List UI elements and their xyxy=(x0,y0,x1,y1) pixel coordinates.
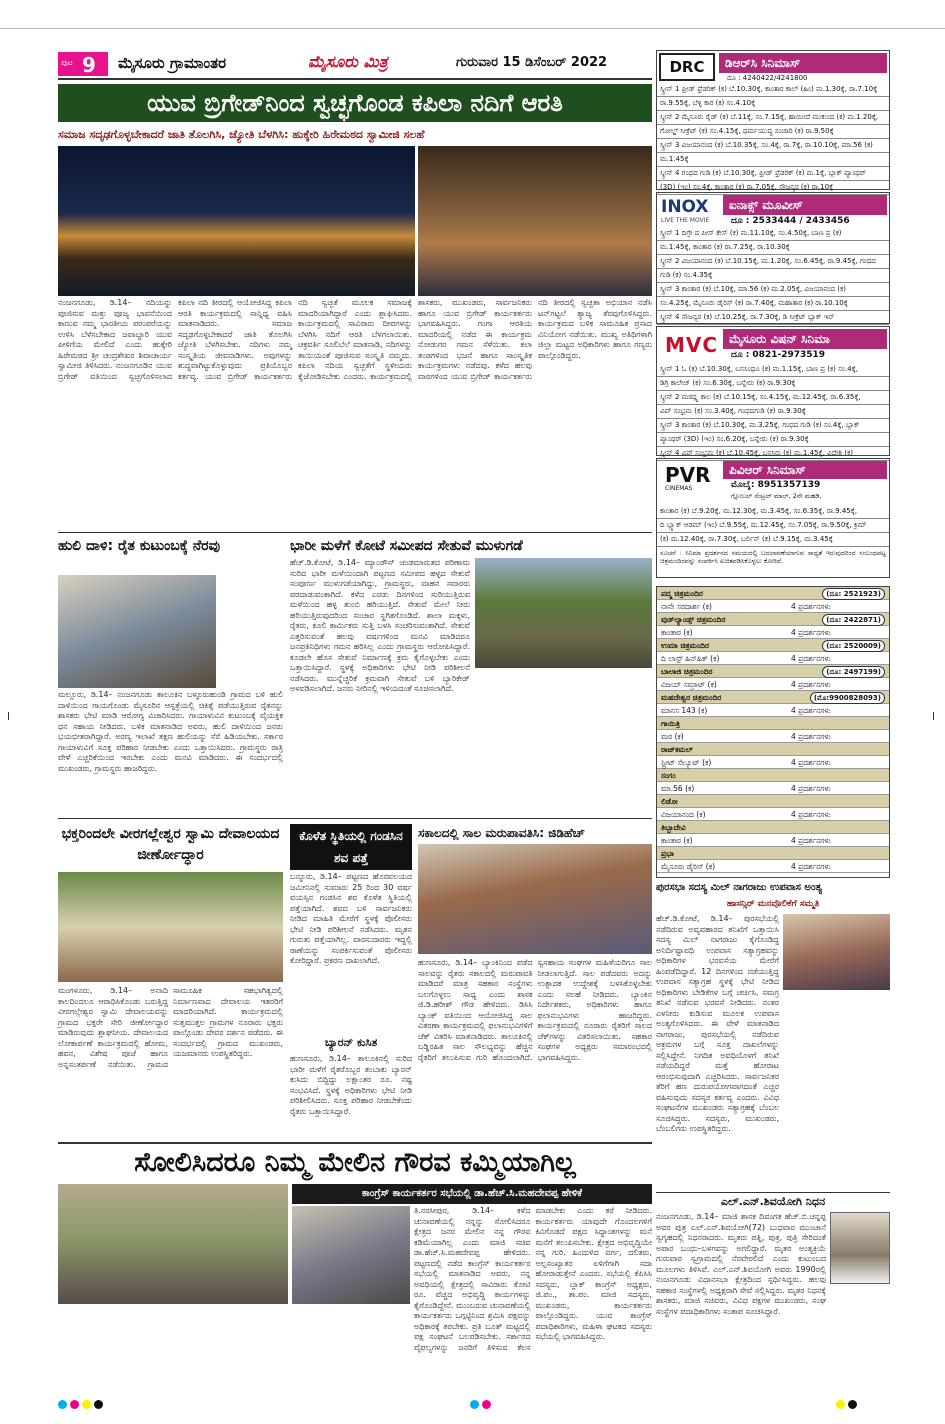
mvc-cinema-box xyxy=(656,326,890,456)
theatre-film-row xyxy=(657,860,889,873)
pvr-address: ಗ್ಲೋಬಲ್ ಸೆಂಟ್ರಲ್ ಮಾಲ್, 2ನೇ ಮಹಡಿ, xyxy=(731,492,822,500)
showtime-line: ಸ್ಕ್ರೀನ್ 1 ಓ (ಕ) ಬೆ.10.30ಕ್ಕೆ, ಬನಸಿಂಧೂ (ಕ) ಮ.1.15ಕ್ಕೆ, ಬಾಣ ಪ್ರ (ಕ) ಸಂ.4ಕ್ಕೆ, xyxy=(657,363,889,377)
showtime-line: ಸ್ಕ್ರೀನ್ 3 ಕಾಂತಾರ (ಕ) ಬೆ.10ಕ್ಕೆ, ಮಾ.56 (ಕ) ಮ.2.05ಕ್ಕೆ, ವಿಜಯಾನಂದ (ಕ) xyxy=(657,283,889,297)
bridge-body: ಹೆಚ್.ಡಿ.ಕೋಟೆ, ಡಿ.14– ಮ್ಯಾಂಡೌಸ್ ಚಂಡಮಾರುತದ ಪರಿಣಾಮ ಸುರಿದ ಭಾರೀ ಮಳೆಯಿಂದಾಗಿ ಪಟ್ಟಣದ ಸಮೀಪದ ಹಳ್ಳದ ಸೇತುವೆ ಸಂಪೂರ್ಣ ಮುಳುಗಡೆಯಾಗಿದ್ದು, ಗ್ರಾಮಸ್ಥರು, ವಾಹನ ಸವಾರರು ಪರದಾಡುವಂತಾಗಿದೆ. ಕಳೆದ ಎರಡು ದಿನಗಳಿಂದ ಸುರಿಯುತ್ತಿರುವ ಮಳೆಯಿಂದ ಹಳ್ಳ ತುಂಬಿ ಹರಿಯುತ್ತಿದೆ. ಸೇತುವೆ ಮೇಲೆ ನೀರು ಹರಿಯುತ್ತಿರುವುದರಿಂದ ಸಂಚಾರ ಸ್ಥಗಿತಗೊಂಡಿದೆ. ಶಾಲಾ ಮಕ್ಕಳು, ರೈತರು, ಕೂಲಿ ಕಾರ್ಮಿಕರು ಸುತ್ತಿ ಬಳಸಿ ಸಂಚರಿಸುವಂತಾಗಿದೆ. ಸೇತುವೆ ಎತ್ತರಿಸುವಂತೆ ಹಲವು ವರ್ಷಗಳಿಂದ ಮನವಿ ಮಾಡಿದರೂ ಜನಪ್ರತಿನಿಧಿಗಳು ಗಮನ ಹರಿಸಿಲ್ಲ ಎಂದು ಗ್ರಾಮಸ್ಥರು ಆರೋಪಿಸಿದ್ದಾರೆ. ಕೂಡಲೇ ಹೊಸ ಸೇತುವೆ ನಿರ್ಮಾಣಕ್ಕೆ ಕ್ರಮ ಕೈಗೊಳ್ಳಬೇಕು ಎಂದು ಒತ್ತಾಯಿಸಿದ್ದಾರೆ. ಸ್ಥಳಕ್ಕೆ ಅಧಿಕಾರಿಗಳು ಭೇಟಿ ನೀಡಿ ಪರಿಶೀಲನೆ ನಡೆಸಿದರು. ಮುನ್ನೆಚ್ಚರಿಕೆ ಕ್ರಮವಾಗಿ ಸೇತುವೆ ಬಳಿ ಬ್ಯಾರಿಕೇಡ್ ಅಳವಡಿಸಲಾಗಿದೆ. ಜನರು ನೀರಿನಲ್ಲಿ ಇಳಿಯದಂತೆ ಸೂಚಿಸಲಾಗಿದೆ. xyxy=(290,558,470,693)
pvr-notice: ಸೂಚನೆ : ಸಿನಿಮಾ ಪ್ರದರ್ಶನದ ಸಮಯದಲ್ಲಿ ಬದಲಾವಣೆಯಾಗುವ ಸಾಧ್ಯತೆ ಇರುವುದರಿಂದ ಸಂಬಂಧಪಟ್ಟ ಚಿತ್ರಮಂದಿರವನ್ನು ಸಂಪರ್ಕಿಸಿ ಖಚಿತಪಡಿಸಿಕೊಳ್ಳಲು ಕೋರಿದೆ. xyxy=(660,549,886,565)
showtime-line: ಸ್ಕ್ರೀನ್ 3 ವಿಜಯಾನಂದ (ಕ) ಬೆ.10.35ಕ್ಕೆ, ಸಂ.4ಕ್ಕೆ, ರಾ.7ಕ್ಕೆ, ರಾ.10.10ಕ್ಕೆ, ಮಾ.56 (ಕ) xyxy=(657,139,889,153)
showtime-line: ಸ್ಕ್ರೀನ್ 2 ವಿಜಯಾನಂದ (ಕ) ಬೆ.10.15ಕ್ಕೆ, ಮ.1.20ಕ್ಕೆ, ಸಂ.6.45ಕ್ಕೆ, ರಾ.9.45ಕ್ಕೆ, ಗಂಧದ xyxy=(657,255,889,269)
theatre-shows: 4 ಪ್ರದರ್ಶನಗಳು xyxy=(791,732,831,741)
pvr-logo: PVR xyxy=(665,463,711,487)
theatre-name: ವುಡ್‌ಲ್ಯಾಂಡ್ಸ್ ಚಿತ್ರಮಂದಿರ xyxy=(661,615,726,624)
drc-cinema-box xyxy=(656,50,890,190)
temple-headline: ಭಕ್ತರಿಂದಲೇ ವೀರಗಲ್ಲೇಶ್ವರ ಸ್ವಾಮಿ ದೇವಾಲಯದ ಜೀರ್ಣೋದ್ಧಾರ xyxy=(61,826,280,863)
showtime-line: ವಿಪ್ ಸಂಭ್ರಮ (ಕ) ಸಂ.3.40ಕ್ಕೆ, ಗಂಧದಗುಡಿ (ಕ) ರಾ.9.30ಕ್ಕೆ xyxy=(657,405,889,419)
theatre-shows: 4 ಪ್ರದರ್ಶನಗಳು xyxy=(791,602,831,611)
theatre-shows: 4 ಪ್ರದರ್ಶನಗಳು xyxy=(791,628,831,637)
barn-body: ಹುಣಸೂರು, ಡಿ.14– ತಾಲೂಕಿನಲ್ಲಿ ಸುರಿದ ಭಾರೀ ಮಳೆಗೆ ರೈತರೊಬ್ಬರ ತಂಬಾಕು ಬ್ಯಾರನ್ ಕುಸಿದು ಬಿದ್ದಿದ್ದು ಲಕ್ಷಾಂತರ ರೂ. ನಷ್ಟ ಸಂಭವಿಸಿದೆ. ಸ್ಥಳಕ್ಕೆ ಅಧಿಕಾರಿಗಳು ಭೇಟಿ ನೀಡಿ ಪರಿಶೀಲಿಸಿದರು. ಸೂಕ್ತ ಪರಿಹಾರ ನೀಡಬೇಕೆಂದು ರೈತರು ಒತ್ತಾಯಿಸಿದ್ದಾರೆ. xyxy=(290,1054,412,1116)
pvr-showtimes xyxy=(657,505,889,579)
drc-phone: ದೂ : 4240422/4241800 xyxy=(727,74,808,82)
lead-photo-river-aarti xyxy=(58,146,415,296)
banner-body: ತಿ.ನರಸೀಪುರ, ಡಿ.14– ಕಳೆದ ಚುನಾವಣೆಯಲ್ಲಿ ನನ್ನನ್ನು ಸೋಲಿಸಿದರೂ ಕ್ಷೇತ್ರದ ಜನರ ಮೇಲಿನ ನನ್ನ ಗೌರವ ಕಡಿಮೆಯಾಗಿಲ್ಲ ಎಂದು ಮಾಜಿ ಸಚಿವ ಡಾ.ಹೆಚ್.ಸಿ.ಮಹದೇವಪ್ಪ ಹೇಳಿದರು. ಪಟ್ಟಣದಲ್ಲಿ ನಡೆದ ಕಾಂಗ್ರೆಸ್ ಕಾರ್ಯಕರ್ತರ ಸಭೆಯಲ್ಲಿ ಮಾತನಾಡಿದ ಅವರು, ನನ್ನ ಅವಧಿಯಲ್ಲಿ ಕ್ಷೇತ್ರದಲ್ಲಿ ಸಾವಿರಾರು ಕೋಟಿ ರೂ. ವೆಚ್ಚದ ಅಭಿವೃದ್ಧಿ ಕಾರ್ಯಗಳನ್ನು ಕೈಗೊಂಡಿದ್ದೇನೆ. ಮುಂಬರುವ ಚುನಾವಣೆಯಲ್ಲಿ ಕಾರ್ಯಕರ್ತರು ಒಗ್ಗಟ್ಟಿನಿಂದ ಶ್ರಮಿಸಿ ಪಕ್ಷವನ್ನು ಅಧಿಕಾರಕ್ಕೆ ತರಬೇಕು. ಪ್ರತಿ ಬೂತ್ ಮಟ್ಟದಲ್ಲಿ ಪಕ್ಷ ಸಂಘಟನೆ ಬಲಪಡಿಸಬೇಕು. ಸರ್ಕಾರದ ವೈಫಲ್ಯಗಳನ್ನು ಜನರಿಗೆ ತಿಳಿಸುವ ಕೆಲಸ ಮಾಡಬೇಕು ಎಂದು ಕರೆ ನೀಡಿದರು. ಕಾರ್ಯಕರ್ತರು ಯಾವುದೇ ಗೊಂದಲಗಳಿಗೆ ಕಿವಿಗೊಡದೆ ಪಕ್ಷದ ಸಿದ್ಧಾಂತಗಳನ್ನು ಮನೆ ಮನೆಗೆ ತಲುಪಿಸಬೇಕು. ಕ್ಷೇತ್ರದ ಅಭಿವೃದ್ಧಿಯೇ ನನ್ನ ಗುರಿ. ಹಿಂದುಳಿದ ವರ್ಗ, ದಲಿತರು, ಅಲ್ಪಸಂಖ್ಯಾತರ ಏಳಿಗೆಗಾಗಿ ಸದಾ ಹೋರಾಡುತ್ತೇನೆ ಎಂದರು. ಸಭೆಯಲ್ಲಿ ಕೆಪಿಸಿಸಿ ಸದಸ್ಯರು, ಬ್ಲಾಕ್ ಕಾಂಗ್ರೆಸ್ ಅಧ್ಯಕ್ಷರು, ಜಿ.ಪಂ., ತಾ.ಪಂ. ಮಾಜಿ ಸದಸ್ಯರು, ಮುಖಂಡರು, ಕಾರ್ಯಕರ್ತರು ಪಾಲ್ಗೊಂಡಿದ್ದರು. ಯುವ ಕಾಂಗ್ರೆಸ್ ಪದಾಧಿಕಾರಿಗಳು, ಮಹಿಳಾ ಘಟಕದ ಸದಸ್ಯರು ಸಭೆಯಲ್ಲಿ ಭಾಗವಹಿಸಿದ್ದರು. xyxy=(414,1206,652,1352)
temple-photo xyxy=(58,872,283,982)
temple-body: ಮಂಗಳೂರು, ಡಿ.14– ಅನಾದಿ ಕಾಲದಿಂದಲೂ ಆರಾಧಿಸಿಕೊಂಡು ಬರುತ್ತಿದ್ದ ವೀರಗಲ್ಲೇಶ್ವರ ಸ್ವಾಮಿ ದೇವಾಲಯವನ್ನು ಗ್ರಾಮದ ಭಕ್ತರೇ ಸೇರಿ ಜೀರ್ಣೋದ್ಧಾರ ಮಾಡಿರುವುದು ಶ್ಲಾಘನೀಯ. ದೇವಾಲಯದ ಲೋಕಾರ್ಪಣೆ ಕಾರ್ಯಕ್ರಮದಲ್ಲಿ ಹೋಮ, ಹವನ, ವಿಶೇಷ ಪೂಜೆ ಹಾಗೂ ಅನ್ನಸಂತರ್ಪಣೆ ನಡೆಯಿತು. ಗ್ರಾಮದ ಸಾಮೂಹಿಕ ಸಹಭಾಗಿತ್ವದಲ್ಲಿ ನಿರ್ಮಾಣವಾದ ದೇವಾಲಯ ಇತರರಿಗೆ ಮಾದರಿಯಾಗಿದೆ. ಕಾರ್ಯಕ್ರಮದಲ್ಲಿ ಸುತ್ತಮುತ್ತಲ ಗ್ರಾಮಗಳ ನೂರಾರು ಭಕ್ತರು ಪಾಲ್ಗೊಂಡು ದೇವರ ದರ್ಶನ ಪಡೆದರು. ಈ ಸಂದರ್ಭದಲ್ಲಿ ಗ್ರಾಮದ ಮುಖಂಡರು, ಯಜಮಾನರು ಉಪಸ್ಥಿತರಿದ್ದರು. xyxy=(58,986,283,1069)
showtime-line: ಸ್ಕ್ರೀನ್ 4 ಸೌಜನ್ಯರ (ಕ) ಬೆ.10.25ಕ್ಕೆ, ರಾ.7.30ಕ್ಕೆ, ಡಿ ಸೀಕ್ರೆಟ್ ಬ್ಲಾಕ್ ಇನ್ xyxy=(657,311,889,325)
theatre-name-row xyxy=(657,613,889,626)
bridge-body-continued xyxy=(475,670,652,814)
mvc-name: ಮೈಸೂರು ವಿಷನ್ ಸಿನಿಮಾ xyxy=(723,329,887,349)
inox-cinema-box xyxy=(656,192,890,324)
body-found-headline: ಕೊಳೆತ ಸ್ಥಿತಿಯಲ್ಲಿ ಗಂಡಸಿನ ಶವ ಪತ್ತೆ xyxy=(290,824,412,870)
obituary-portrait xyxy=(830,1212,890,1284)
crop-mark-left xyxy=(8,712,9,720)
theatre-film: ದಿ ಲಾಸ್ಟ್ ಹಿನ್‌ಹಿಕ್ (ಕ) xyxy=(661,654,720,663)
tiger-headline: ಹುಲಿ ದಾಳಿ: ರೈತ ಕುಟುಂಬಕ್ಕೆ ನೆರವು xyxy=(58,538,221,554)
banner-photo-right xyxy=(292,1206,410,1304)
showtime-line: ಸ್ಕ್ರೀನ್ 4 ವಿಪ್ ಸಂಭ್ರಮ (ಕ) ಬೆ.10.45ಕ್ಕೆ, ಬನಸಿರು (ಕ) ಮ.1.45ಕ್ಕೆ, ವಿದೇಶಿ (ಕ) xyxy=(657,447,889,461)
theatre-shows: 4 ಪ್ರದರ್ಶನಗಳು xyxy=(791,784,831,793)
banner-subhead: ಕಾಂಗ್ರೆಸ್ ಕಾರ್ಯಕರ್ತರ ಸಭೆಯಲ್ಲಿ ಡಾ.ಹೆಚ್.ಸಿ.ಮಹದೇವಪ್ಪ ಹೇಳಿಕೆ xyxy=(292,1184,652,1204)
mvc-phone: ದೂ : 0821-2973519 xyxy=(731,350,826,360)
mvc-showtimes xyxy=(657,363,889,461)
showtime-line: ಸ್ಕ್ರೀನ್ 2 ಮೈಸೂರು ರೈಡ್ (ಕ) ಬೆ.11ಕ್ಕೆ, ಸಂ.7.15ಕ್ಕೆ, ಹಾಯೀದೆ ಮುಕುಂದ (ಕ) ಮ.1.20ಕ್ಕೆ, xyxy=(657,111,889,125)
inox-showtimes xyxy=(657,227,889,325)
theatre-name-row xyxy=(657,769,889,782)
theatre-name-row xyxy=(657,639,889,652)
inox-phone: ದೂ : 2533444 / 2433456 xyxy=(731,216,850,226)
inox-name: ಐನಾಕ್ಸ್ ಮೂವೀಸ್ xyxy=(723,195,887,215)
theatre-film: ನಾನೇ ಸರದಾರ್ಶ (ಕ) xyxy=(661,602,712,611)
pvr-phone: ಮೊಬೈ: 8951357139 xyxy=(731,480,821,490)
theatre-film-row xyxy=(657,600,889,613)
theatre-name: ಉಮಾ ಚಿತ್ರಮಂದಿರ xyxy=(661,641,709,650)
showtime-line: ಸ್ಕ್ರೀನ್ 1 ದಿಗ್ರೇ ದ ಪೀಸ್ ಕೇಸ್ (ಕ) ಮ.11.10ಕ್ಕೆ, ಸಂ.4.50ಕ್ಕೆ, ಬಾಣ ಪ್ರ (ಕ) xyxy=(657,227,889,241)
barn-headline: ಬ್ಯಾರನ್ ಕುಸಿತ xyxy=(324,1036,378,1049)
showtime-line: ಗೋಲ್ಡ್ ಸೀಕ್ರೆಟ್ (ಕ) ಸಂ.4.15ಕ್ಕೆ, ಧರ್ಮಯುದ್ಧ ಸಂಚಾರಿ (ಕ) ರಾ.9.50ಕ್ಕೆ xyxy=(657,125,889,139)
theatre-name: ಬಾಲಾಜಿ ಚಿತ್ರಮಂದಿರ xyxy=(661,667,713,676)
theatre-name-row xyxy=(657,795,889,808)
banner-headline: ಸೋಲಿಸಿದರೂ ನಿಮ್ಮ ಮೇಲಿನ ಗೌರವ ಕಮ್ಮಿಯಾಗಿಲ್ಲ xyxy=(58,1142,652,1180)
municipal-headline: ಪುರಸಭಾ ಸದಸ್ಯ ಮಿಲ್ ನಾಗರಾಜು ಉಪವಾಸ ಅಂತ್ಯ xyxy=(656,882,823,893)
theatre-name: ತಿಬ್ಬಾದೇವಿ xyxy=(661,823,686,832)
banner-photo-left xyxy=(58,1184,288,1304)
section-name: ಮೈಸೂರು ಗ್ರಾಮಾಂತರ xyxy=(118,54,227,72)
theatre-name: ಗಾಯಿತ್ರಿ xyxy=(661,719,681,728)
theatre-film-row xyxy=(657,834,889,847)
showtime-line: ಸ್ಕ್ರೀನ್ 3 ಕಾಂತಾರ (ಕ) ಬೆ.10.30ಕ್ಕೆ, ಮ.3.25ಕ್ಕೆ, ಗಂಧದ ಗುಡಿ (ಕ) ಸಂ.4ಕ್ಕೆ, ಬ್ಲಾಕ್ xyxy=(657,419,889,433)
municipal-subhead: ಹಾಸನ್ಸಿರ್ ಮನವೊಲಿಕೆಗೆ ಸಮ್ಮತಿ xyxy=(726,899,820,909)
showtime-line: ಮ.1.45ಕ್ಕೆ xyxy=(657,153,889,167)
tiger-side-text xyxy=(220,560,283,690)
showtime-line: ಕಾಂತಾರ (ಕ) ಬೆ.9.20ಕ್ಕೆ, ಮ.12.30ಕ್ಕೆ, ಮ.3.45ಕ್ಕೆ, ಸಂ.6.35ಕ್ಕೆ, ರಾ.9.45ಕ್ಕೆ, xyxy=(657,505,889,519)
showtime-line: (ಕ) ಮ.12.40ಕ್ಕೆ, ರಾ.7.30ಕ್ಕೆ, ಬರ್ಲಿನ್ (ಕ) ಬೆ.9.15ಕ್ಕೆ, ಮ.3.45ಕ್ಕೆ xyxy=(657,533,889,547)
theatre-name-row xyxy=(657,847,889,860)
theatre-film-row xyxy=(657,782,889,795)
masthead xyxy=(58,50,652,80)
theatre-film-row xyxy=(657,756,889,769)
theatre-shows: 4 ಪ್ರದರ್ಶನಗಳು xyxy=(791,862,831,871)
pvr-logo-sub: CINEMAS xyxy=(665,485,693,492)
showtime-line: ಪ್ಯಾಂಥರ್ (3D) (ಇಂ) ಸಂ.6.20ಕ್ಕೆ, ಬನ್ನೇರು (ಕ) ರಾ.9.30ಕ್ಕೆ xyxy=(657,433,889,447)
registration-dot-yellow xyxy=(82,1400,91,1409)
theatre-shows: 4 ಪ್ರದರ್ಶನಗಳು xyxy=(791,680,831,689)
tiger-body: ಮಲ್ಲೂರು, ಡಿ.14– ನಂಜನಗೂಡು ತಾಲೂಕಿನ ಬಳ್ಳೂರುಹುಂಡಿ ಗ್ರಾಮದ ಬಳಿ ಹುಲಿ ದಾಳಿಯಿಂದ ಗಾಯಗೊಂಡು ಮೈಸೂರಿನ ಆಸ್ಪತ್ರೆಯಲ್ಲಿ ಚಿಕಿತ್ಸೆ ಪಡೆಯುತ್ತಿರುವ ರೈತನನ್ನು ಶಾಸಕರು ಭೇಟಿ ಮಾಡಿ ಆರೋಗ್ಯ ವಿಚಾರಿಸಿದರು. ಗಾಯಾಳುವಿನ ಕುಟುಂಬಕ್ಕೆ ವೈಯಕ್ತಿಕ ಧನ ಸಹಾಯ ನೀಡಿದರು. ಬಳಿಕ ಮಾತನಾಡಿದ ಅವರು, ಹುಲಿ ದಾಳಿಯಿಂದ ಜನರು ಭಯಭೀತರಾಗಿದ್ದಾರೆ. ಅರಣ್ಯ ಇಲಾಖೆ ತಕ್ಷಣ ಹುಲಿಯನ್ನು ಸೆರೆ ಹಿಡಿಯಬೇಕು. ಸರ್ಕಾರ ಗಾಯಾಳುವಿಗೆ ಸೂಕ್ತ ಪರಿಹಾರ ನೀಡಬೇಕು ಎಂದು ಒತ್ತಾಯಿಸಿದರು. ಗ್ರಾಮಸ್ಥರು ರಾತ್ರಿ ವೇಳೆ ಎಚ್ಚರಿಕೆಯಿಂದ ಇರಬೇಕು ಎಂದು ಮನವಿ ಮಾಡಿದರು. ಈ ಸಂದರ್ಭದಲ್ಲಿ ಮುಖಂಡರು, ಗ್ರಾಮಸ್ಥರು ಹಾಜರಿದ್ದರು. xyxy=(58,690,283,773)
registration-dot-black xyxy=(94,1400,103,1409)
divider xyxy=(58,818,652,819)
theatre-phone-badge: (ದೂ: 2497199) xyxy=(822,666,885,678)
registration-dot-black xyxy=(848,1400,857,1409)
lead-body: ನಂಜನಗೂಡು, ಡಿ.14– ನದಿಯನ್ನು ಪೂಜಿಸುವ ಮತ್ತು ಪೂಜ್ಯ ಭಾವನೆಯಿಂದ ಕಾಣುವ ನಮ್ಮ ಭಾರತೀಯ ಪರಂಪರೆಯನ್ನು ಉಳಿಸಿ ಬೆಳೆಸಬೇಕಾದ ಜವಾಬ್ದಾರಿ ಯುವ ಪೀಳಿಗೆಯ ಮೇಲಿದೆ ಎಂದು ಹುಕ್ಕೇರಿ ಹಿರೇಮಠದ ಶ್ರೀ ಚಂದ್ರಶೇಖರ ಶಿವಾಚಾರ್ಯ ಸ್ವಾಮೀಜಿ ತಿಳಿಸಿದರು. ನಂಜನಗೂಡಿನ ಯುವ ಬ್ರಿಗೇಡ್ ವತಿಯಿಂದ ಸ್ವಚ್ಛಗೊಳಿಸಲಾದ ಕಪಿಲಾ ನದಿ ತೀರದಲ್ಲಿ ಆಯೋಜಿಸಿದ್ದ ಕಪಿಲಾ ಆರತಿ ಕಾರ್ಯಕ್ರಮದಲ್ಲಿ ಸಾನ್ನಿಧ್ಯ ವಹಿಸಿ ಮಾತನಾಡಿದರು. ಸಮಾಜ ಸದೃಢಗೊಳ್ಳಬೇಕಾದರೆ ಜಾತಿ ತೊಲಗಿಸಿ ಜ್ಯೋತಿ ಬೆಳಗಿಸಬೇಕು. ನದಿಗಳು ನಮ್ಮ ಸಂಸ್ಕೃತಿಯ ಜೀವನಾಡಿಗಳು. ಅವುಗಳನ್ನು ಶುದ್ಧವಾಗಿಟ್ಟುಕೊಳ್ಳುವುದು ಪ್ರತಿಯೊಬ್ಬರ ಕರ್ತವ್ಯ. ಯುವ ಬ್ರಿಗೇಡ್ ಕಾರ್ಯಕರ್ತರು ನದಿ ಸ್ವಚ್ಛತೆ ಮೂಲಕ ಸಮಾಜಕ್ಕೆ ಮಾದರಿಯಾಗಿದ್ದಾರೆ ಎಂದು ಶ್ಲಾಘಿಸಿದರು. ಕಾರ್ಯಕ್ರಮದಲ್ಲಿ ಸಾವಿರಾರು ದೀಪಗಳನ್ನು ಬೆಳಗಿಸಿ ನದಿಗೆ ಆರತಿ ಬೆಳಗಲಾಯಿತು. ಚಕ್ರವರ್ತಿ ಸೂಲಿಬೆಲೆ ಮಾತನಾಡಿ, ನದಿಗಳನ್ನು ತಾಯಿಯಂತೆ ಪೂಜಿಸುವ ಸಂಸ್ಕೃತಿ ನಮ್ಮದು. ಕಪಿಲಾ ನದಿಯ ಸ್ವಚ್ಛತೆಗೆ ಸ್ಥಳೀಯರು ಕೈಜೋಡಿಸಬೇಕು ಎಂದರು. ಕಾರ್ಯಕ್ರಮದಲ್ಲಿ ಶಾಸಕರು, ಮುಖಂಡರು, ಸಾರ್ವಜನಿಕರು ಹಾಗೂ ಯುವ ಬ್ರಿಗೇಡ್ ಕಾರ್ಯಕರ್ತರು ಭಾಗವಹಿಸಿದ್ದರು. ಗಂಗಾ ಆರತಿಯ ಮಾದರಿಯಲ್ಲಿ ನಡೆದ ಈ ಕಾರ್ಯಕ್ರಮ ನೋಡುಗರ ಗಮನ ಸೆಳೆಯಿತು. ಕಲಾ ತಂಡಗಳಿಂದ ಭಜನೆ ಹಾಗೂ ಸಾಂಸ್ಕೃತಿಕ ಕಾರ್ಯಕ್ರಮಗಳು ನಡೆದವು. ಕಳೆದ ಹಲವು ವಾರಗಳಿಂದ ಯುವ ಬ್ರಿಗೇಡ್ ಕಾರ್ಯಕರ್ತರು ನದಿ ತೀರದಲ್ಲಿ ಸ್ವಚ್ಛತಾ ಅಭಿಯಾನ ನಡೆಸಿ ಟನ್‌ಗಟ್ಟಲೆ ತ್ಯಾಜ್ಯ ತೆರವುಗೊಳಿಸಿದ್ದರು. ಕಾರ್ಯಕ್ರಮದ ಬಳಿಕ ಸಾಮೂಹಿಕ ಪ್ರಸಾದ ವಿನಿಯೋಗ ನಡೆಯಿತು. ಮುಖ್ಯ ಅತಿಥಿಗಳಾಗಿ ಜಿಲ್ಲಾ ಮಟ್ಟದ ಅಧಿಕಾರಿಗಳು ಹಾಗೂ ಗಣ್ಯರು ಪಾಲ್ಗೊಂಡಿದ್ದರು. xyxy=(58,298,652,381)
theatre-phone-badge: (ದೂ: 2422871) xyxy=(822,614,885,626)
registration-dot-magenta xyxy=(482,1400,491,1409)
showtime-line: ಮ.1.45ಕ್ಕೆ, ಕಾಂತಾರ (ಕ) ರಾ.7.25ಕ್ಕೆ, ರಾ.10.30ಕ್ಕೆ xyxy=(657,241,889,255)
theatre-film: ಮಾನಸ 143 (ಕ) xyxy=(661,706,708,715)
showtime-line: (3D) (ಇಂ) ಸಂ.4ಕ್ಕೆ, ಕಾಂತಾರ (ಕ) ರಾ.7.05ಕ್ಕೆ, ಸೌಜನ್ಯರ (ಕ) ರಾ.10ಕ್ಕೆ xyxy=(657,181,889,195)
theatre-shows: 4 ಪ್ರದರ್ಶನಗಳು xyxy=(791,758,831,767)
theatre-name-row xyxy=(657,691,889,704)
theatre-name-row xyxy=(657,821,889,834)
theatre-shows: 4 ಪ್ರದರ್ಶನಗಳು xyxy=(791,810,831,819)
paper-logo: ಮೈಸೂರು ಮಿತ್ರ xyxy=(308,52,388,71)
theatre-listings xyxy=(656,586,890,878)
lead-photo-dignitaries xyxy=(418,146,652,296)
issue-date: ಗುರುವಾರ 15 ಡಿಸೆಂಬರ್ 2022 xyxy=(456,55,608,70)
registration-dot-yellow xyxy=(836,1400,845,1409)
crop-line-top xyxy=(0,28,945,29)
theatre-film: ಮಾ.56 (ಕ) xyxy=(661,784,695,793)
bridge-headline: ಭಾರೀ ಮಳೆಗೆ ಕೋಟೆ ಸಮೀಪದ ಸೇತುವೆ ಮುಳುಗಡೆ xyxy=(290,538,523,554)
theatre-name: ಮಹದೇಶ್ವರ ಚಿತ್ರಮಂದಿರ xyxy=(661,693,722,702)
loan-body: ಹುಣಸೂರು, ಡಿ.14– ಬ್ಯಾಂಕಿನಿಂದ ಪಡೆದ ಸಾಲವನ್ನು ರೈತರು ಸಕಾಲದಲ್ಲಿ ಮರುಪಾವತಿ ಮಾಡಿದರೆ ಮಾತ್ರ ಸಹಕಾರ ಸಂಸ್ಥೆಗಳು ಬಲಗೊಳ್ಳಲು ಸಾಧ್ಯ ಎಂದು ಶಾಸಕ ಜಿ.ಡಿ.ಹರೀಶ್ ಗೌಡ ಹೇಳಿದರು. ಡಿಸಿಸಿ ಬ್ಯಾಂಕ್ ವತಿಯಿಂದ ಆಯೋಜಿಸಿದ್ದ ಸಾಲ ವಿತರಣಾ ಕಾರ್ಯಕ್ರಮದಲ್ಲಿ ಫಲಾನುಭವಿಗಳಿಗೆ ಚೆಕ್ ವಿತರಿಸಿ ಮಾತನಾಡಿದರು. ತಾಲೂಕಿನಲ್ಲಿ ಬಡ್ಡಿರಹಿತ ಸಾಲ ಸೌಲಭ್ಯವನ್ನು ಹೆಚ್ಚಿನ ರೈತರಿಗೆ ತಲುಪಿಸುವ ಗುರಿ ಹೊಂದಲಾಗಿದೆ. ಸ್ವಸಹಾಯ ಸಂಘಗಳ ಮಹಿಳೆಯರಿಗೂ ಸಾಲ ನೀಡಲಾಗುತ್ತಿದೆ. ಸಾಲ ಪಡೆದವರು ಅದನ್ನು ಉತ್ಪಾದಕ ಉದ್ದೇಶಕ್ಕೆ ಬಳಸಿಕೊಳ್ಳಬೇಕು ಎಂದು ಸಲಹೆ ನೀಡಿದರು. ಬ್ಯಾಂಕಿನ ನಿರ್ದೇಶಕರು, ಅಧಿಕಾರಿಗಳು ಹಾಗೂ ಫಲಾನುಭವಿಗಳು ಹಾಜರಿದ್ದರು. ಕಾರ್ಯಕ್ರಮದಲ್ಲಿ ನೂರಾರು ರೈತರಿಗೆ ಸಾಲದ ಚೆಕ್‌ಗಳನ್ನು ವಿತರಿಸಲಾಯಿತು. ಸಹಕಾರ ಸಂಘಗಳ ಅಧ್ಯಕ್ಷರು ಸಮಾರಂಭದಲ್ಲಿ ಭಾಗವಹಿಸಿದ್ದರು. xyxy=(418,958,652,1062)
theatre-film-row xyxy=(657,704,889,717)
theatre-phone-badge: (ಮೊ:9900828093) xyxy=(810,692,885,704)
showtime-line: ಸ್ಕ್ರೀನ್ 2 ಮಠದ್ಲ್ಪ ಕಾಲ (ಕ) ಬೆ.10.15ಕ್ಕೆ, ಸಂ.4.15ಕ್ಕೆ, ಮ.12.45ಕ್ಕೆ, ರಾ.6.35ಕ್ಕೆ, xyxy=(657,391,889,405)
theatre-name: ಲಿಡೋ xyxy=(661,797,678,806)
theatre-film: ಮಠ (ಕ) xyxy=(661,732,684,741)
theatre-film: ವಿಜಯಾನಂದ (ಕ) xyxy=(661,810,706,819)
theatre-name-row xyxy=(657,665,889,678)
municipal-body-continued xyxy=(656,992,890,1190)
theatre-name: ರಾಜ್‌ಕಮಲ್ xyxy=(661,745,693,754)
theatre-film: ಕಾಂತಾರ (ಕ) xyxy=(661,836,693,845)
showtime-line: ಸ್ಕ್ರೀನ್ 4 ಗಂಧದ ಗುಡಿ (ಕ) ಬೆ.10.30ಕ್ಕೆ, ಫ್ರೀಡ್ ಫ್ರೆಡರಿಕ್ (ಕ) ಮ.1ಕ್ಕೆ, ಬ್ಲಾಕ್ ಪ್ಯಾಂಥರ್ xyxy=(657,167,889,181)
lead-subhead: ಸಮಾಜ ಸದೃಢಗೊಳ್ಳಬೇಕಾದರೆ ಜಾತಿ ತೊಲಗಿಸಿ, ಜ್ಯೋತಿ ಬೆಳಗಿಸಿ: ಹುಕ್ಕೇರಿ ಹಿರೇಮಠದ ಸ್ವಾಮೀಜಿ ಸಲಹೆ xyxy=(58,128,425,141)
showtime-line: ದಿ ಬ್ಲ್ಯಾಕ್ ಆಡಮ್ (ಇಂ) ಬೆ.9.55ಕ್ಕೆ, ಮ.12.45ಕ್ಕೆ, ಸಂ.7.05ಕ್ಕೆ, ರಾ.9.50ಕ್ಕೆ, ಕ್ರಿಮ್ xyxy=(657,519,889,533)
banner-body-continued xyxy=(58,1306,410,1364)
showtime-line: ಗುಡಿ (ಕ) ಸಂ.4.35ಕ್ಕೆ xyxy=(657,269,889,283)
theatre-name-row xyxy=(657,743,889,756)
theatre-film: ಕಾಂತಾರ (ಕ) xyxy=(661,628,693,637)
page-label: ಪುಟ xyxy=(61,58,73,67)
registration-dot-magenta xyxy=(70,1400,79,1409)
theatre-film-row xyxy=(657,808,889,821)
loan-headline: ಸಕಾಲದಲ್ಲಿ ಸಾಲ ಮರುಪಾವತಿಸಿ: ಜಿಡಿಹೆಚ್ xyxy=(418,826,585,840)
theatre-name: ಸಂಗಂ xyxy=(661,771,676,780)
theatre-name: ಪ್ರಭಾ xyxy=(661,849,674,858)
showtime-line: ಡಿಗ್ರಿ ಕಾಲೇಜ್ (ಕ) ಸಂ.6.30ಕ್ಕೆ, ಬನ್ನೇರು (ಕ) ರಾ.9.30ಕ್ಕೆ xyxy=(657,377,889,391)
body-found-body: ಬನ್ನೂರು, ಡಿ.14– ಪಟ್ಟಣದ ಹೊರವಲಯದ ಜಮೀನಿನಲ್ಲಿ ಸುಮಾರು 25 ರಿಂದ 30 ವರ್ಷ ವಯಸ್ಸಿನ ಗಂಡಸಿನ ಶವ ಕೊಳೆತ ಸ್ಥಿತಿಯಲ್ಲಿ ಪತ್ತೆಯಾಗಿದೆ. ಶವದ ಬಳಿ ಸಾರ್ವಜನಿಕರು ನೀಡಿದ ಮಾಹಿತಿ ಮೇರೆಗೆ ಸ್ಥಳಕ್ಕೆ ಪೊಲೀಸರು ಭೇಟಿ ನೀಡಿ ಪರಿಶೀಲನೆ ನಡೆಸಿದರು. ಮೃತನ ಗುರುತು ಪತ್ತೆಯಾಗಿಲ್ಲ. ವಾರಸುದಾರರು ಇದ್ದಲ್ಲಿ ಠಾಣೆಯನ್ನು ಸಂಪರ್ಕಿಸುವಂತೆ ಪೊಲೀಸರು ಕೋರಿದ್ದಾರೆ. ಪ್ರಕರಣ ದಾಖಲಾಗಿದೆ. xyxy=(290,872,412,965)
loan-photo xyxy=(418,844,652,954)
crop-mark-right xyxy=(933,712,934,720)
bridge-photo xyxy=(475,558,652,668)
theatre-film: ಸ್ಟ್ರೀಟ್ ಸೆಲ್ಯೂಟ್ (ಕ) xyxy=(661,758,712,767)
theatre-name-row xyxy=(657,587,889,600)
mvc-logo: MVC xyxy=(665,333,719,357)
theatre-shows: 4 ಪ್ರದರ್ಶನಗಳು xyxy=(791,654,831,663)
tiger-photo xyxy=(58,575,216,688)
theatre-film-row xyxy=(657,678,889,691)
municipal-photo xyxy=(783,914,890,990)
inox-tagline: LIVE THE MOVIE xyxy=(661,217,710,224)
theatre-name-row xyxy=(657,717,889,730)
municipal-body: ಹೆಚ್.ಡಿ.ಕೋಟೆ, ಡಿ.14– ಪುರಸಭೆಯಲ್ಲಿ ನಡೆದಿರುವ ಅವ್ಯವಹಾರದ ತನಿಖೆಗೆ ಒತ್ತಾಯಿಸಿ ಸದಸ್ಯ ಮಿಲ್ ನಾಗರಾಜು ಕೈಗೊಂಡಿದ್ದ ಅನಿರ್ದಿಷ್ಟಾವಧಿ ಉಪವಾಸ ಸತ್ಯಾಗ್ರಹವನ್ನು ಅಧಿಕಾರಿಗಳ ಭರವಸೆಯ ಮೇರೆಗೆ ಹಿಂಪಡೆದಿದ್ದಾರೆ. 12 ದಿನಗಳಿಂದ ನಡೆಯುತ್ತಿದ್ದ ಉಪವಾಸ ಸತ್ಯಾಗ್ರಹ ಸ್ಥಳಕ್ಕೆ ಭೇಟಿ ನೀಡಿದ ಅಧಿಕಾರಿಗಳು ಬೇಡಿಕೆಗಳ ಬಗ್ಗೆ ಚರ್ಚಿಸಿ, ಸಮಗ್ರ ತನಿಖೆ ನಡೆಸುವ ಭರವಸೆ ನೀಡಿದರು. ನಂತರ ಎಳನೀರು ಕುಡಿಸುವ ಮೂಲಕ ಉಪವಾಸ ಅಂತ್ಯಗೊಳಿಸಿದರು. ಈ ವೇಳೆ ಮಾತನಾಡಿದ ನಾಗರಾಜು, ಪುರಸಭೆಯಲ್ಲಿ ನಡೆದಿರುವ ಅಕ್ರಮಗಳ ಬಗ್ಗೆ ಸೂಕ್ತ ದಾಖಲೆಗಳನ್ನು ಸಲ್ಲಿಸಿದ್ದೇನೆ. ನಿಗದಿತ ಅವಧಿಯೊಳಗೆ ತನಿಖೆ ನಡೆಯದಿದ್ದರೆ ಮತ್ತೆ ಹೋರಾಟ ಆರಂಭಿಸುವುದಾಗಿ ಎಚ್ಚರಿಸಿದರು. ಸಾರ್ವಜನಿಕರ ತೆರಿಗೆ ಹಣ ದುರುಪಯೋಗವಾಗದಂತೆ ಎಚ್ಚರ ವಹಿಸುವುದು ಸದಸ್ಯರ ಕರ್ತವ್ಯ ಎಂದರು. ವಿವಿಧ ಸಂಘಟನೆಗಳ ಮುಖಂಡರು ಸತ್ಯಾಗ್ರಹಕ್ಕೆ ಬೆಂಬಲ ಸೂಚಿಸಿದ್ದರು. ಸದಸ್ಯರು, ಮುಖಂಡರು, ಬೆಂಬಲಿಗರು ಉಪಸ್ಥಿತರಿದ್ದರು. xyxy=(656,914,779,1133)
drc-name: ಡಿಆರ್‌ಸಿ ಸಿನಿಮಾಸ್ xyxy=(719,53,887,73)
lead-headline: ಯುವ ಬ್ರಿಗೇಡ್‌ನಿಂದ ಸ್ವಚ್ಛಗೊಂಡ ಕಪಿಲಾ ನದಿಗೆ ಆರತಿ xyxy=(58,84,652,122)
theatre-shows: 4 ಪ್ರದರ್ಶನಗಳು xyxy=(791,706,831,715)
registration-dot-cyan xyxy=(470,1400,479,1409)
drc-showtimes xyxy=(657,83,889,195)
theatre-name: ಪದ್ಮ ಚಿತ್ರಮಂದಿರ xyxy=(661,589,703,598)
inox-logo: INOX xyxy=(661,197,709,217)
drc-logo: DRC xyxy=(659,53,715,81)
theatre-film-row xyxy=(657,652,889,665)
theatre-film-row xyxy=(657,730,889,743)
theatre-film-row xyxy=(657,626,889,639)
page-number: 9 xyxy=(82,53,96,77)
obituary-body: ನಂಜನಗೂಡು, ಡಿ.14– ಮಾಜಿ ಶಾಸಕ ದಿವಂಗತ ಹೆಚ್.ಬಿ.ಚನ್ನಪ್ಪ ಅವರ ಪುತ್ರ ಎಲ್.ಎನ್.ಶಿವಯೋಗಿ(72) ಬುಧವಾರ ಮುಂಜಾನೆ ಸ್ವಗೃಹದಲ್ಲಿ ನಿಧನರಾದರು. ಮೃತರು ಪತ್ನಿ, ಪುತ್ರ, ಪುತ್ರಿ ಸೇರಿದಂತೆ ಅಪಾರ ಬಂಧು–ಬಳಗವನ್ನು ಅಗಲಿದ್ದಾರೆ. ಮೃತರ ಅಂತ್ಯಕ್ರಿಯೆ ಗುರುವಾರ ಸ್ವಗ್ರಾಮದಲ್ಲಿ ನೆರವೇರಲಿದೆ ಎಂದು ಕುಟುಂಬದ ಮೂಲಗಳು ತಿಳಿಸಿವೆ. ಎಲ್.ಎನ್.ಶಿವಯೋಗಿ ಅವರು 1990ರಲ್ಲಿ ನಂಜನಗೂಡು ವಿಧಾನಸಭಾ ಕ್ಷೇತ್ರದಿಂದ ಸ್ಪರ್ಧಿಸಿದ್ದರು. ಹಲವು ಸಹಕಾರ ಸಂಸ್ಥೆಗಳಲ್ಲಿ ಅಧ್ಯಕ್ಷರಾಗಿ ಸೇವೆ ಸಲ್ಲಿಸಿದ್ದರು. ಮೃತರ ನಿಧನಕ್ಕೆ ಶಾಸಕರು, ಮಾಜಿ ಸಚಿವರು, ವಿವಿಧ ಪಕ್ಷಗಳ ಮುಖಂಡರು, ಸಂಘ ಸಂಸ್ಥೆಗಳ ಪದಾಧಿಕಾರಿಗಳು ಸಂತಾಪ ಸೂಚಿಸಿದ್ದಾರೆ. xyxy=(656,1212,826,1316)
showtime-line: ರಾ.9.55ಕ್ಕೆ, ಬೆಳ್ಳಿ ಕಾರ (ಕ) ಸಂ.4.10ಕ್ಕೆ xyxy=(657,97,889,111)
theatre-film: ವಿಜಯ್ ಸಮ್ರಾಟ್ (ಕ) xyxy=(661,680,717,689)
showtime-line: ಸ್ಕ್ರೀನ್ 1 ಫ್ರೀಡ್ ಫ್ರೆಡರಿಕ್ (ಕ) ಬೆ.10.30ಕ್ಕೆ, ಕಾಂತಾರ ಕಾಲ್ (ಹಿಂ) ಮ.1.30ಕ್ಕೆ, ರಾ.7.10ಕ್ಕೆ xyxy=(657,83,889,97)
registration-dot-cyan xyxy=(58,1400,67,1409)
pvr-name: ಪಿವಿಆರ್ ಸಿನಿಮಾಸ್ xyxy=(723,461,887,479)
divider xyxy=(58,532,652,533)
obituary-headline: ಎಲ್.ಎನ್.ಶಿವಯೋಗಿ ನಿಧನ xyxy=(656,1192,890,1210)
showtime-line: ಸಂ.4.25ಕ್ಕೆ, ಮೈಸೂರು ಡೈರಿಸ್ (ಕ) ರಾ.7.40ಕ್ಕೆ, ಮಹಾತಾರ (ಕ) ರಾ.10.10ಕ್ಕೆ xyxy=(657,297,889,311)
pvr-cinema-box xyxy=(656,458,890,578)
theatre-film: ಮೈಸೂರು ಡೈರಿಸ್ (ಕ) xyxy=(661,862,716,871)
theatre-phone-badge: (ದೂ: 2520009) xyxy=(822,640,885,652)
theatre-shows: 4 ಪ್ರದರ್ಶನಗಳು xyxy=(791,836,831,845)
theatre-phone-badge: (ದೂ: 2521923) xyxy=(822,588,885,600)
